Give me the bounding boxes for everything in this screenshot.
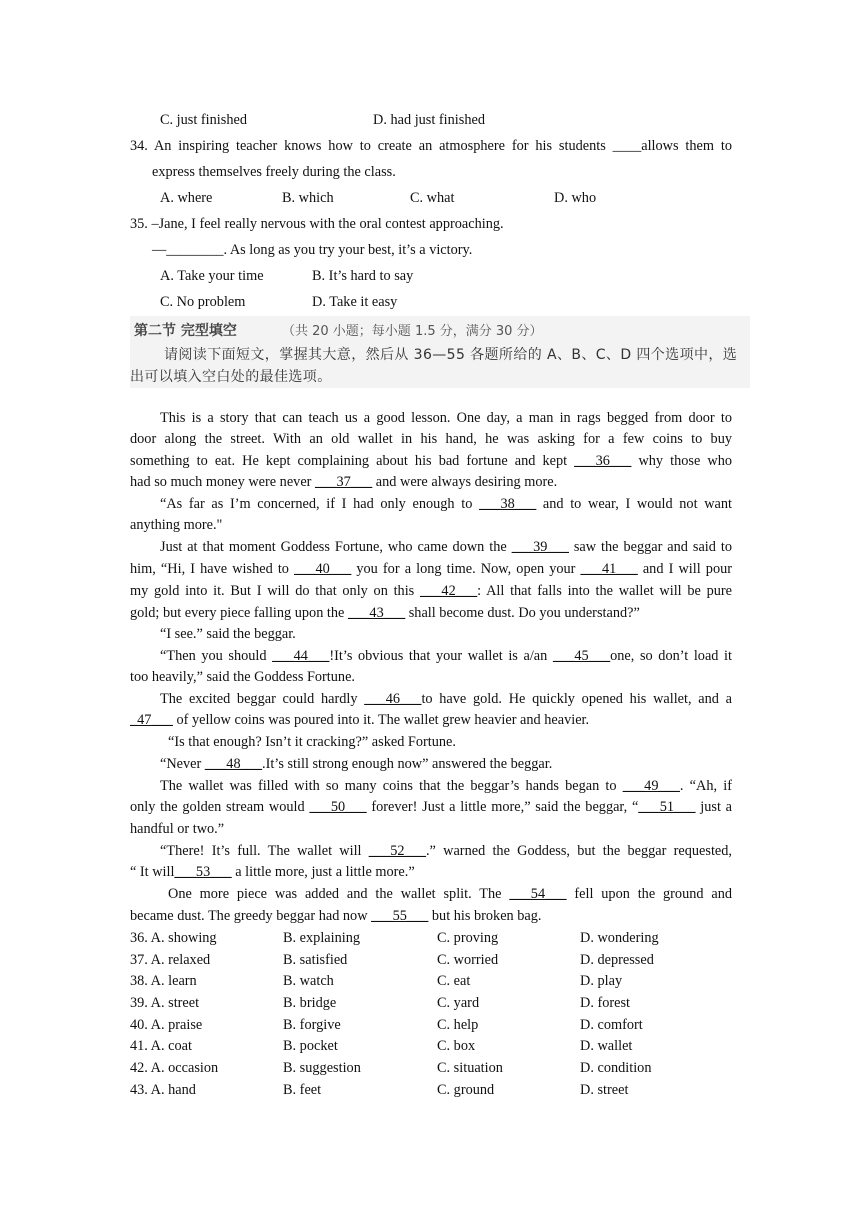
passage-line: only the golden stream would ___50___ forever! Just a little more,” said the beggar, “___51___ just a — [130, 799, 733, 815]
option-37-d: D. depressed — [580, 952, 654, 968]
blank-44: ___44___ — [272, 648, 330, 664]
option-42-b: B. suggestion — [283, 1060, 361, 1076]
option-41-c: C. box — [437, 1038, 476, 1054]
q34-option-b: B. which — [282, 190, 334, 206]
blank-47: _47___ — [130, 712, 173, 728]
passage-line: “As far as I’m concerned, if I had only enough to ___38___ and to wear, I would not want — [160, 496, 732, 512]
q34-stem-line2: express themselves freely during the class. — [152, 164, 396, 180]
passage-line: something to eat. He kept complaining about his bad fortune and kept ___36___ why those who — [130, 453, 732, 469]
blank-48: ___48___ — [204, 756, 263, 772]
passage-line: gold; but every piece falling upon the ___43___ shall become dust. Do you understand?” — [130, 605, 640, 621]
option-38-c: C. eat — [437, 973, 471, 989]
passage-line: “Never ___48___.It’s still strong enough now” answered the beggar. — [160, 756, 553, 772]
option-37-b: B. satisfied — [283, 952, 348, 968]
blank-50: ___50___ — [309, 799, 367, 815]
blank-43: ___43___ — [347, 605, 406, 621]
option-43-a: 43. A. hand — [130, 1082, 196, 1098]
blank-45: ___45___ — [552, 648, 611, 664]
blank-55: ___55___ — [371, 908, 429, 924]
q33-option-c: C. just finished — [160, 112, 247, 128]
option-36-d: D. wondering — [580, 930, 659, 946]
section-instruction-line1: 请阅读下面短文，掌握其大意，然后从 36—55 各题所给的 A、B、C、D 四个选项中，选 — [164, 347, 738, 363]
option-43-d: D. street — [580, 1082, 629, 1098]
q35-option-b: B. It’s hard to say — [312, 268, 414, 284]
passage-line: The wallet was filled with so many coins that the beggar’s hands began to ___49___. “Ah, if — [160, 778, 732, 794]
passage-line: anything more." — [130, 517, 223, 533]
option-40-b: B. forgive — [283, 1017, 341, 1033]
option-38-d: D. play — [580, 973, 623, 989]
q35-blank: —________ — [152, 242, 224, 258]
passage-line: became dust. The greedy beggar had now ___55___ but his broken bag. — [130, 908, 542, 924]
option-36-a: 36. A. showing — [130, 930, 217, 946]
blank-51: ___51___ — [638, 799, 696, 815]
blank-46: ___46___ — [364, 691, 422, 707]
passage-line: had so much money were never ___37___ and were always desiring more. — [130, 474, 558, 490]
blank-36: ___36___ — [574, 453, 632, 469]
passage-line: “I see.” said the beggar. — [160, 626, 296, 642]
option-40-a: 40. A. praise — [130, 1017, 203, 1033]
q35-stem-line1: 35. –Jane, I feel really nervous with the oral contest approaching. — [130, 216, 504, 232]
section-instruction-line2: 出可以填入空白处的最佳选项。 — [130, 369, 332, 385]
option-41-d: D. wallet — [580, 1038, 633, 1054]
blank-49: ___49___ — [622, 778, 680, 794]
option-38-a: 38. A. learn — [130, 973, 197, 989]
q34-stem-line1: 34. An inspiring teacher knows how to create an atmosphere for his students ____allows them to — [130, 138, 732, 154]
option-43-c: C. ground — [437, 1082, 495, 1098]
passage-line: handful or two.” — [130, 821, 225, 837]
option-39-a: 39. A. street — [130, 995, 200, 1011]
q34-option-a: A. where — [160, 190, 213, 206]
passage-line: “Then you should ___44___!It’s obvious that your wallet is a/an ___45___one, so don’t load it — [160, 648, 733, 664]
blank-37: ___37___ — [315, 474, 373, 490]
option-39-d: D. forest — [580, 995, 631, 1011]
passage-line: One more piece was added and the wallet split. The ___54___ fell upon the ground and — [168, 886, 732, 902]
passage-line: _47___ of yellow coins was poured into it. The wallet grew heavier and heavier. — [130, 712, 590, 728]
option-42-c: C. situation — [437, 1060, 503, 1076]
passage-line: Just at that moment Goddess Fortune, who came down the ___39___ saw the beggar and said to — [160, 539, 732, 555]
blank-40: ___40___ — [294, 561, 352, 577]
passage-line: This is a story that can teach us a good lesson. One day, a man in rags begged from door to — [160, 410, 732, 426]
q33-option-d: D. had just finished — [373, 112, 485, 128]
passage-line: “There! It’s full. The wallet will ___52___.” warned the Goddess, but the beggar requested, — [160, 843, 732, 859]
option-40-c: C. help — [437, 1017, 479, 1033]
blank-52: ___52___ — [368, 843, 426, 859]
blank-38: ___38___ — [479, 496, 537, 512]
option-41-b: B. pocket — [283, 1038, 338, 1054]
option-36-b: B. explaining — [283, 930, 361, 946]
passage-line: The excited beggar could hardly ___46___to have gold. He quickly opened his wallet, and a — [160, 691, 732, 707]
section-banner — [130, 316, 750, 388]
passage-line: door along the street. With an old wallet in his hand, he was asking for a few coins to buy — [130, 431, 732, 447]
option-39-c: C. yard — [437, 995, 480, 1011]
q34-option-d: D. who — [554, 190, 597, 206]
blank-41: ___41___ — [580, 561, 638, 577]
passage-line: too heavily,” said the Goddess Fortune. — [130, 669, 356, 685]
section-heading-note: （共 20 小题；每小题 1.5 分，满分 30 分） — [282, 324, 543, 339]
option-41-a: 41. A. coat — [130, 1038, 192, 1054]
blank-53: ___53___ — [174, 864, 232, 880]
passage-line: him, “Hi, I have wished to ___40___ you for a long time. Now, open your ___41___ and I will pour — [130, 561, 733, 577]
blank-42: ___42___ — [419, 583, 478, 599]
q35-stem-line2: —________. As long as you try your best, it’s a victory. — [152, 242, 473, 258]
option-37-c: C. worried — [437, 952, 499, 968]
option-37-a: 37. A. relaxed — [130, 952, 211, 968]
blank-54: ___54___ — [509, 886, 567, 902]
option-38-b: B. watch — [283, 973, 334, 989]
passage-line: my gold into it. But I will do that only on this ___42___: All that falls into the wallet will be pure — [130, 583, 733, 599]
passage-line: “ It will___53___ a little more, just a little more.” — [130, 864, 415, 880]
option-43-b: B. feet — [283, 1082, 322, 1098]
option-42-d: D. condition — [580, 1060, 652, 1076]
q35-option-a: A. Take your time — [160, 268, 264, 284]
option-36-c: C. proving — [437, 930, 499, 946]
section-heading: 第二节 完型填空 — [134, 323, 237, 339]
passage-line: “Is that enough? Isn’t it cracking?” asked Fortune. — [168, 734, 456, 750]
option-40-d: D. comfort — [580, 1017, 643, 1033]
blank-39: ___39___ — [511, 539, 569, 555]
option-42-a: 42. A. occasion — [130, 1060, 219, 1076]
option-39-b: B. bridge — [283, 995, 337, 1011]
q35-option-d: D. Take it easy — [312, 294, 398, 310]
q34-option-c: C. what — [410, 190, 455, 206]
q35-option-c: C. No problem — [160, 294, 246, 310]
